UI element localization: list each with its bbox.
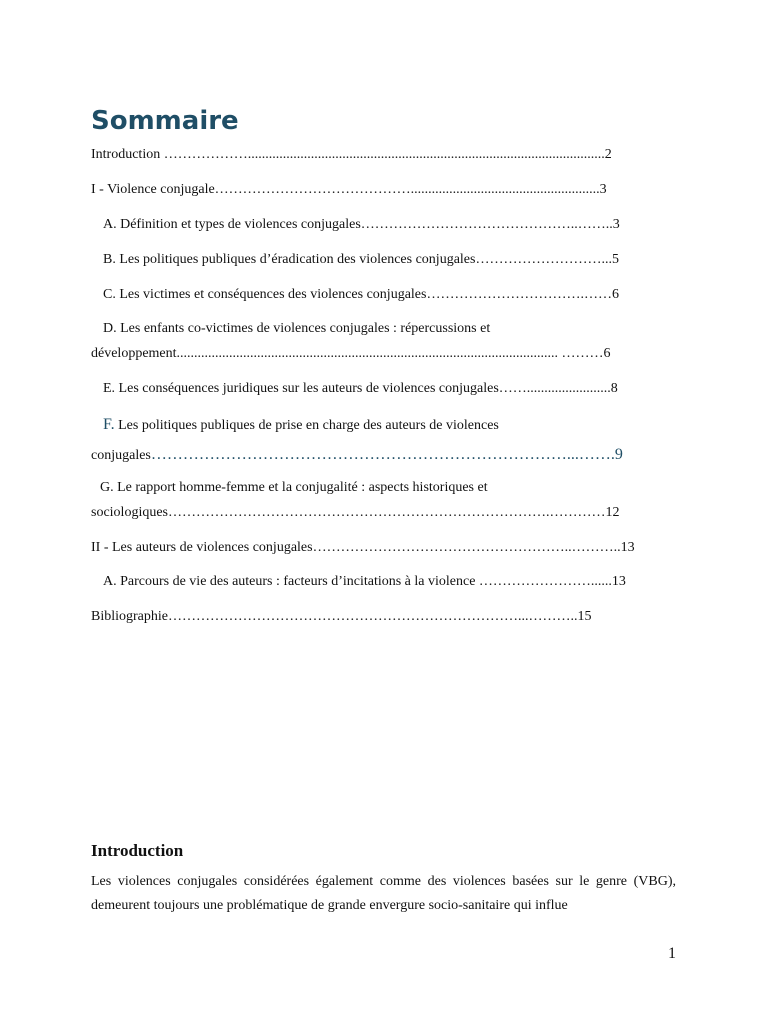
toc-entry-1g-line2[interactable]: sociologiques……………………………………………………………………….…………12 [91,505,620,520]
page-number: 1 [668,945,676,962]
toc-entry-1g-line1[interactable]: G. Le rapport homme-femme et la conjugalité : aspects historiques et [100,480,488,495]
toc-entry-1d-line1[interactable]: D. Les enfants co-victimes de violences conjugales : répercussions et [103,321,491,336]
toc-entry-1f-continuation: conjugales [91,448,151,463]
toc-entry-1b[interactable]: B. Les politiques publiques d’éradication des violences conjugales………………………...5 [103,252,619,267]
toc-entry-1f-leader: ……………………………………………………………………...…….9 [150,446,623,463]
toc-entry-1f-title: Les politiques publiques de prise en charge des auteurs de violences [114,418,499,433]
toc-title: Sommaire [91,106,239,136]
toc-entry-1f-letter: F. [103,416,115,433]
toc-entry-1c[interactable]: C. Les victimes et conséquences des violences conjugales…………………………….……6 [103,287,619,302]
introduction-heading: Introduction [91,841,184,860]
toc-entry-bibliography[interactable]: Bibliographie…………………………………………………………………...………..15 [91,609,592,624]
toc-entry-part-1[interactable]: I - Violence conjugale……………………………………......................................................3 [91,182,607,197]
toc-entry-1d-line2[interactable]: développement............................................................................................................. ………6 [91,346,611,361]
toc-entry-part-2[interactable]: II - Les auteurs de violences conjugales………………………………………………..………..13 [91,540,635,555]
toc-entry-1a[interactable]: A. Définition et types de violences conjugales………………………………………..……..3 [103,217,620,232]
toc-entry-1f-line2[interactable] [91,446,676,465]
toc-entry-1e[interactable]: E. Les conséquences juridiques sur les auteurs de violences conjugales……........................8 [103,381,618,396]
introduction-paragraph: Les violences conjugales considérées également comme des violences basées sur le genre (VBG), demeurent toujours une problématique de grande envergure socio-sanitaire qui influe [91,874,676,913]
toc-entry-2a[interactable]: A. Parcours de vie des auteurs : facteurs d’incitations à la violence ……………………......13 [103,574,626,589]
toc-entry-introduction[interactable]: Introduction ………………......................................................................................................2 [91,147,612,162]
toc-entry-1f-line1[interactable] [91,416,676,435]
